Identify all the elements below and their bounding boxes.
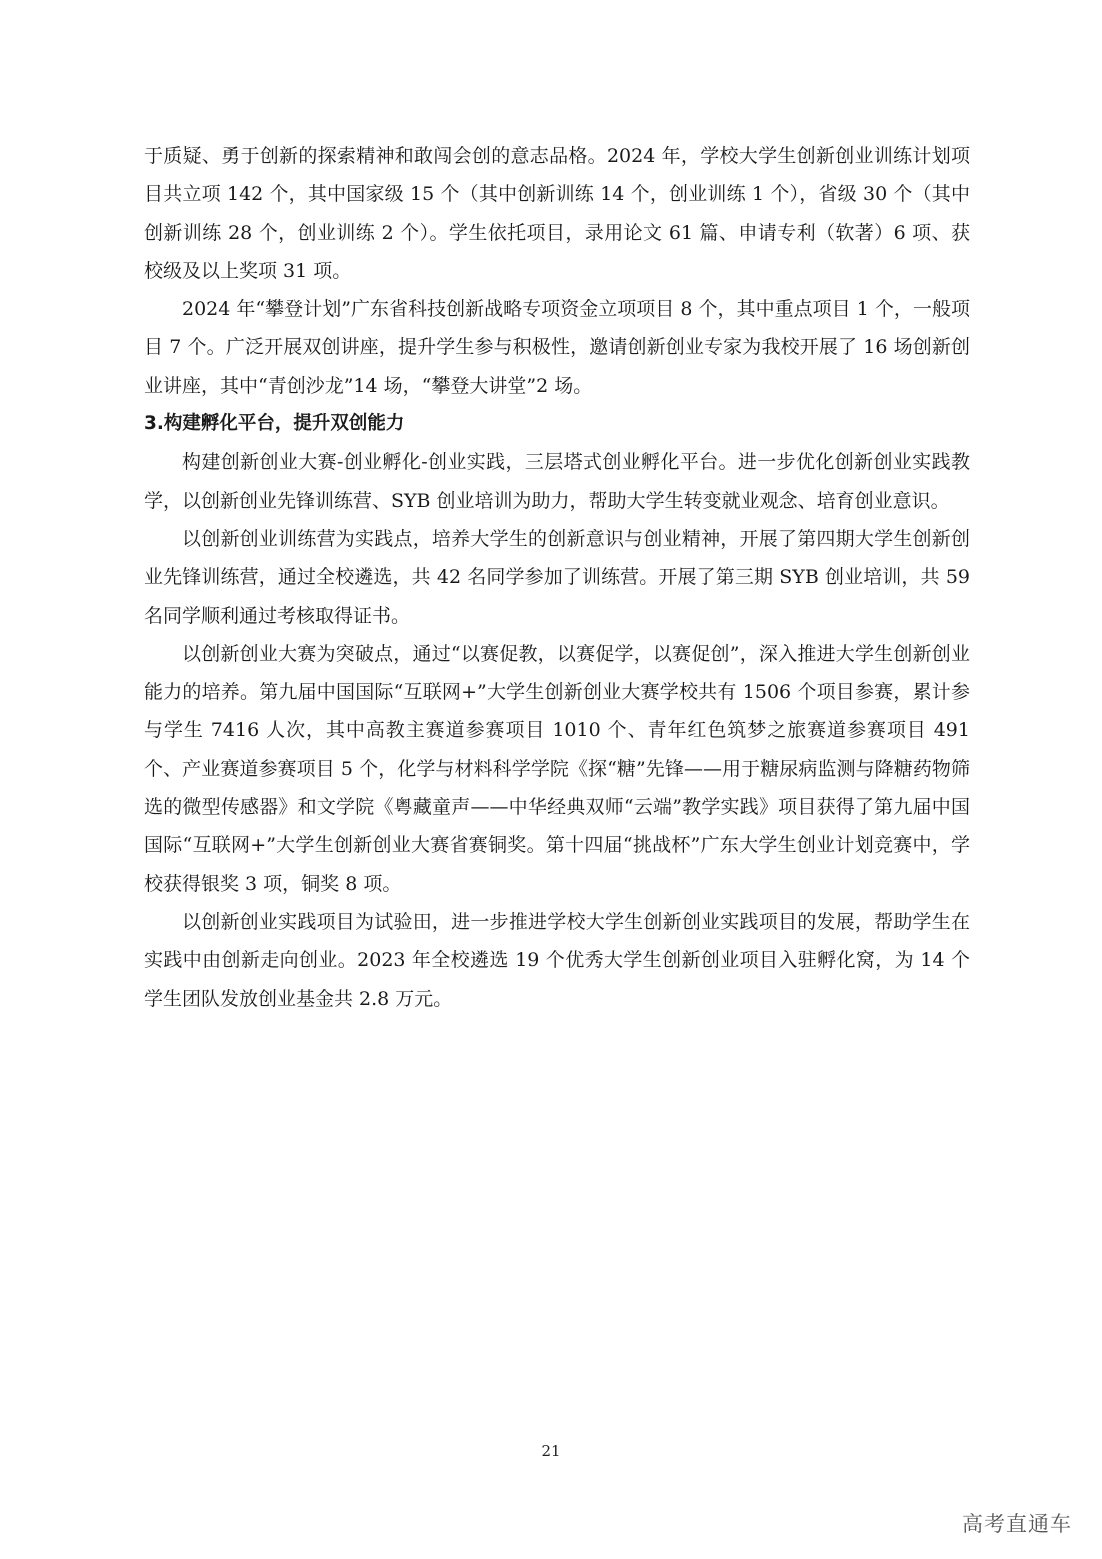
section-heading-incubation: 3.构建孵化平台，提升双创能力 xyxy=(144,413,405,435)
page-number: 21 xyxy=(541,1442,561,1460)
paragraph-climbing-plan: 2024 年“攀登计划”广东省科技创新战略专项资金立项项目 8 个，其中重点项目 1 个，一般项目 7 个。广泛开展双创讲座，提升学生参与积极性，邀请创新创业专家为我校开展了 16 场创新创业讲座，其中“青创沙龙”14 场，“攀登大讲堂”2 场。 xyxy=(144,298,970,397)
paragraph-incubation-platform: 构建创新创业大赛-创业孵化-创业实践，三层塔式创业孵化平台。进一步优化创新创业实践教学，以创新创业先锋训练营、SYB 创业培训为助力，帮助大学生转变就业观念、培育创业意识。 xyxy=(144,451,970,512)
paragraph-innovation-training: 于质疑、勇于创新的探索精神和敢闯会创的意志品格。2024 年，学校大学生创新创业训练计划项目共立项 142 个，其中国家级 15 个（其中创新训练 14 个，创业训练 1 个），省级 30 个（其中创新训练 28 个，创业训练 2 个）。学生依托项目，录用论文 61 篇、申请专利（软著）6 项、获校级及以上奖项 31 项。 xyxy=(144,145,970,282)
paragraph-competitions: 以创新创业大赛为突破点，通过“以赛促教，以赛促学，以赛促创”，深入推进大学生创新创业能力的培养。第九届中国国际“互联网+”大学生创新创业大赛学校共有 1506 个项目参赛，累计参与学生 7416 人次，其中高教主赛道参赛项目 1010 个、青年红色筑梦之旅赛道参赛项目 491 个、产业赛道参赛项目 5 个，化学与材料科学学院《探“糖”先锋——用于糖尿病监测与降糖药物筛选的微型传感器》和文学院《粤藏童声——中华经典双师“云端”教学实践》项目获得了第九届中国国际“互联网+”大学生创新创业大赛省赛铜奖。第十四届“挑战杯”广东大学生创业计划竞赛中，学校获得银奖 3 项，铜奖 8 项。 xyxy=(144,642,970,895)
paragraph-training-camp: 以创新创业训练营为实践点，培养大学生的创新意识与创业精神，开展了第四期大学生创新创业先锋训练营，通过全校遴选，共 42 名同学参加了训练营。开展了第三期 SYB 创业培训，共 59 名同学顺利通过考核取得证书。 xyxy=(144,527,970,627)
paragraph-practice-projects: 以创新创业实践项目为试验田，进一步推进学校大学生创新创业实践项目的发展，帮助学生在实践中由创新走向创业。2023 年全校遴选 19 个优秀大学生创新创业项目入驻孵化窝，为 14 个学生团队发放创业基金共 2.8 万元。 xyxy=(144,910,970,1010)
body-text xyxy=(144,137,970,1018)
watermark-text: 高考直通车 xyxy=(962,1512,1072,1536)
